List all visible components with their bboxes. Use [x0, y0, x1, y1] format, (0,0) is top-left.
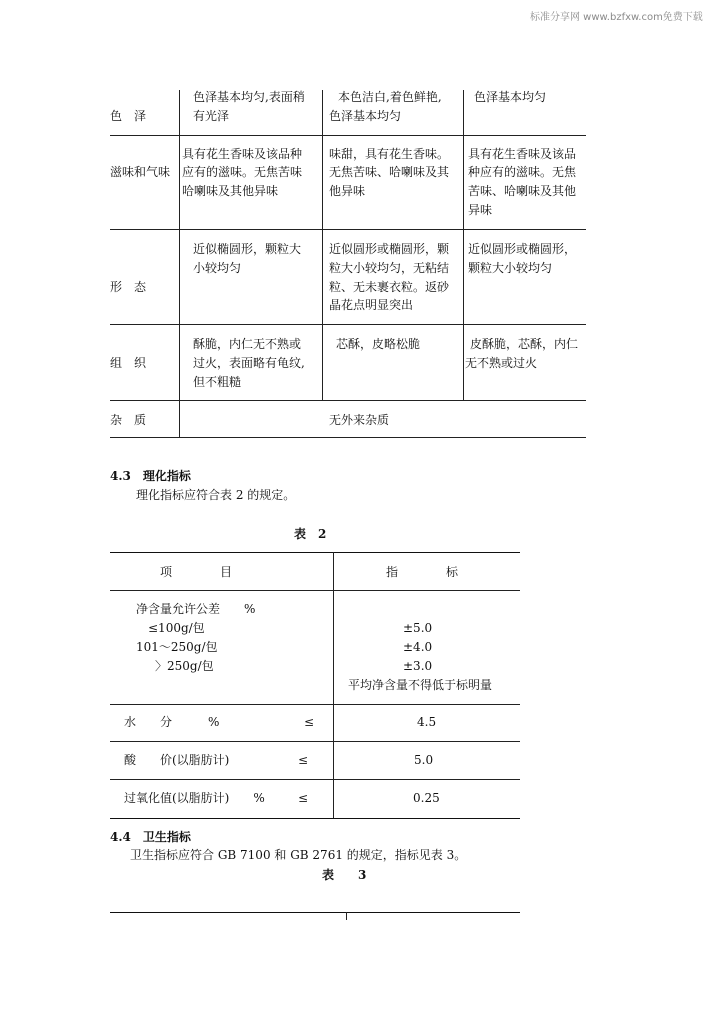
cell-text: 无不熟或过火 — [465, 356, 538, 370]
cell-text: 过火，表面略有龟纹, — [193, 356, 305, 370]
row-label-impurity: 杂 质 — [110, 413, 147, 427]
table2-header-value: 指 标 — [386, 565, 459, 579]
table2-net-note: 平均净含量不得低于标明量 — [348, 678, 493, 692]
row-label-color: 色 泽 — [110, 109, 147, 123]
cell-text: 晶花点明显突出 — [329, 298, 414, 312]
table2-net-label: 净含量允许公差 % — [136, 602, 256, 616]
cell-text: 色泽基本均匀 — [329, 109, 402, 123]
table2-row-item: 酸 价(以脂肪计) — [124, 753, 230, 767]
cell-text: 但不粗糙 — [193, 375, 242, 389]
cell-text: 他异味 — [329, 184, 366, 198]
watermark-text: 标准分享网 www.bzfxw.com免费下载 — [530, 12, 703, 23]
cell-text: 应有的滋味。无焦苦味 — [182, 165, 303, 179]
cell-text: 苦味、哈喇味及其他 — [468, 184, 577, 198]
section-text-4-3: 理化指标应符合表 2 的规定。 — [136, 488, 296, 502]
table2-net-item: ≤100g/包 — [148, 621, 205, 635]
table2-header-item: 项 目 — [160, 565, 233, 579]
cell-text: 种应有的滋味。无焦 — [468, 165, 577, 179]
row-label-texture: 组 织 — [110, 356, 147, 370]
table2-row-op: ≤ — [298, 753, 309, 767]
row-label-shape: 形 态 — [110, 280, 147, 294]
cell-text: 近似圆形或椭圆形，颗 — [329, 242, 450, 256]
cell-text: 哈喇味及其他异味 — [182, 184, 279, 198]
table2-caption: 表 2 — [294, 527, 327, 541]
cell-text: 色泽基本均匀 — [474, 90, 547, 104]
section-text-4-4: 卫生指标应符合 GB 7100 和 GB 2761 的规定，指标见表 3。 — [130, 848, 467, 862]
cell-text: 具有花生香味及该品 — [468, 147, 577, 161]
table2-net-value: ±5.0 — [403, 621, 433, 635]
cell-text: 异味 — [468, 203, 493, 217]
cell-text: 近似椭圆形，颗粒大 — [193, 242, 302, 256]
cell-text-merged: 无外来杂质 — [329, 413, 390, 427]
table2-row-value: 4.5 — [417, 715, 437, 729]
section-heading-4-4: 4.4 卫生指标 — [110, 830, 191, 844]
table2-net-item: 101～250g/包 — [136, 640, 218, 654]
table2-row-op: ≤ — [298, 791, 309, 805]
table2-net-item: 〉250g/包 — [155, 659, 214, 673]
table2-row-item: 过氧化值(以脂肪计) % — [124, 791, 265, 805]
row-label-taste: 滋味和气味 — [110, 165, 171, 179]
table2-net-value: ±4.0 — [403, 640, 433, 654]
cell-text: 皮酥脆，芯酥，内仁 — [470, 337, 579, 351]
cell-text: 粒、无未裹衣粒。返砂 — [329, 280, 450, 294]
cell-text: 有光泽 — [193, 109, 230, 123]
cell-text: 粒大小较均匀，无粘结 — [329, 261, 450, 275]
cell-text: 本色洁白,着色鲜艳, — [338, 90, 442, 104]
cell-text: 无焦苦味、哈喇味及其 — [329, 165, 450, 179]
cell-text: 味甜，具有花生香味。 — [329, 147, 450, 161]
section-heading-4-3: 4.3 理化指标 — [110, 469, 191, 483]
cell-text: 小较均匀 — [193, 261, 242, 275]
cell-text: 颗粒大小较均匀 — [468, 261, 553, 275]
table2-row-value: 5.0 — [414, 753, 434, 767]
cell-text: 酥脆，内仁无不熟或 — [193, 337, 302, 351]
table2-row-value: 0.25 — [413, 791, 440, 805]
cell-text: 具有花生香味及该品种 — [182, 147, 303, 161]
cell-text: 色泽基本均匀,表面稍 — [193, 90, 305, 104]
cell-text: 近似圆形或椭圆形， — [468, 242, 577, 256]
table3-caption: 表 3 — [322, 868, 367, 882]
table2-net-value: ±3.0 — [403, 659, 433, 673]
table2-row-item: 水 分 % — [124, 715, 220, 729]
cell-text: 芯酥，皮略松脆 — [336, 337, 421, 351]
table2-row-op: ≤ — [304, 715, 315, 729]
